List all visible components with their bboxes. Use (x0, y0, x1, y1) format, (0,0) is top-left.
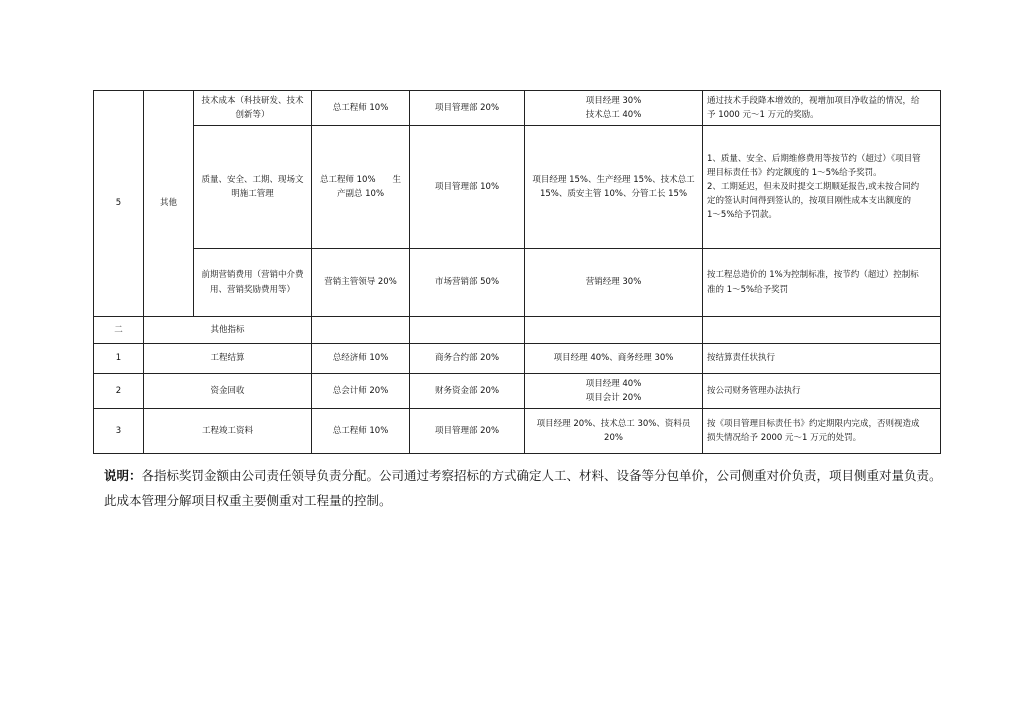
indicator-cell: 工程结算 (144, 344, 312, 374)
project-share-cell: 项目经理 40%、商务经理 30% (525, 344, 703, 374)
section-title: 其他指标 (144, 317, 312, 344)
method-cell: 1、质量、安全、后期维修费用等按节约（超过）《项目管 理目标责任书》约定额度的 1～5%给予奖罚。 2、工期延迟，但未及时提交工期顺延报告,或未按合同约 定的签认时间得到签认的，按项目刚性成本支出额度的 1～5%给予罚款。 (703, 126, 941, 249)
project-share-cell: 项目经理 40% 项目会计 20% (525, 374, 703, 409)
department-share-cell: 项目管理部 20% (410, 91, 525, 126)
department-share-cell: 市场营销部 50% (410, 249, 525, 317)
note-text: 各指标奖罚金额由公司责任领导负责分配。公司通过考察招标的方式确定人工、材料、设备等分包单价，公司侧重对价负责，项目侧重对量负责。此成本管理分解项目权重主要侧重对工程量的控制。 (104, 468, 942, 508)
indicator-cell: 工程竣工资料 (144, 409, 312, 454)
project-share-cell: 项目经理 30% 技术总工 40% (525, 91, 703, 126)
row-number: 1 (94, 344, 144, 374)
table-row (94, 374, 941, 409)
indicator-cell: 前期营销费用（营销中介费 用、营销奖励费用等） (194, 249, 312, 317)
project-share-cell: 营销经理 30% (525, 249, 703, 317)
table-row (94, 344, 941, 374)
indicator-cell: 质量、安全、工期、现场文 明施工管理 (194, 126, 312, 249)
cost-breakdown-table (93, 90, 941, 454)
leader-share-cell: 总经济师 10% (312, 344, 410, 374)
indicator-cell: 技术成本（科技研发、技术 创新等） (194, 91, 312, 126)
table-row (94, 126, 941, 249)
method-cell: 按结算责任状执行 (703, 344, 941, 374)
department-share-cell: 项目管理部 20% (410, 409, 525, 454)
table-row (94, 409, 941, 454)
row-number: 3 (94, 409, 144, 454)
section-header-row (94, 317, 941, 344)
method-cell: 按《项目管理目标责任书》约定期限内完成，否则视造成 损失情况给予 2000 元～1 万元的处罚。 (703, 409, 941, 454)
note-label: 说明： (104, 468, 142, 483)
method-cell: 按公司财务管理办法执行 (703, 374, 941, 409)
project-share-cell: 项目经理 20%、技术总工 30%、资料员 20% (525, 409, 703, 454)
explanatory-note (104, 463, 946, 513)
leader-share-cell: 总工程师 10% (312, 409, 410, 454)
leader-share-cell: 总工程师 10% 生 产副总 10% (312, 126, 410, 249)
table-row (94, 91, 941, 126)
indicator-cell: 资金回收 (144, 374, 312, 409)
method-cell: 通过技术手段降本增效的，视增加项目净收益的情况，给 予 1000 元～1 万元的奖励。 (703, 91, 941, 126)
row-number: 2 (94, 374, 144, 409)
department-share-cell: 项目管理部 10% (410, 126, 525, 249)
table-row (94, 249, 941, 317)
department-share-cell: 商务合约部 20% (410, 344, 525, 374)
leader-share-cell: 总会计师 20% (312, 374, 410, 409)
leader-share-cell: 营销主管领导 20% (312, 249, 410, 317)
leader-share-cell: 总工程师 10% (312, 91, 410, 126)
method-cell: 按工程总造价的 1%为控制标准，按节约（超过）控制标 准的 1～5%给予奖罚 (703, 249, 941, 317)
section-number: 二 (94, 317, 144, 344)
row-number: 5 (94, 91, 144, 317)
project-share-cell: 项目经理 15%、生产经理 15%、技术总工 15%、质安主管 10%、分管工长 15% (525, 126, 703, 249)
department-share-cell: 财务资金部 20% (410, 374, 525, 409)
group-name: 其他 (144, 91, 194, 317)
